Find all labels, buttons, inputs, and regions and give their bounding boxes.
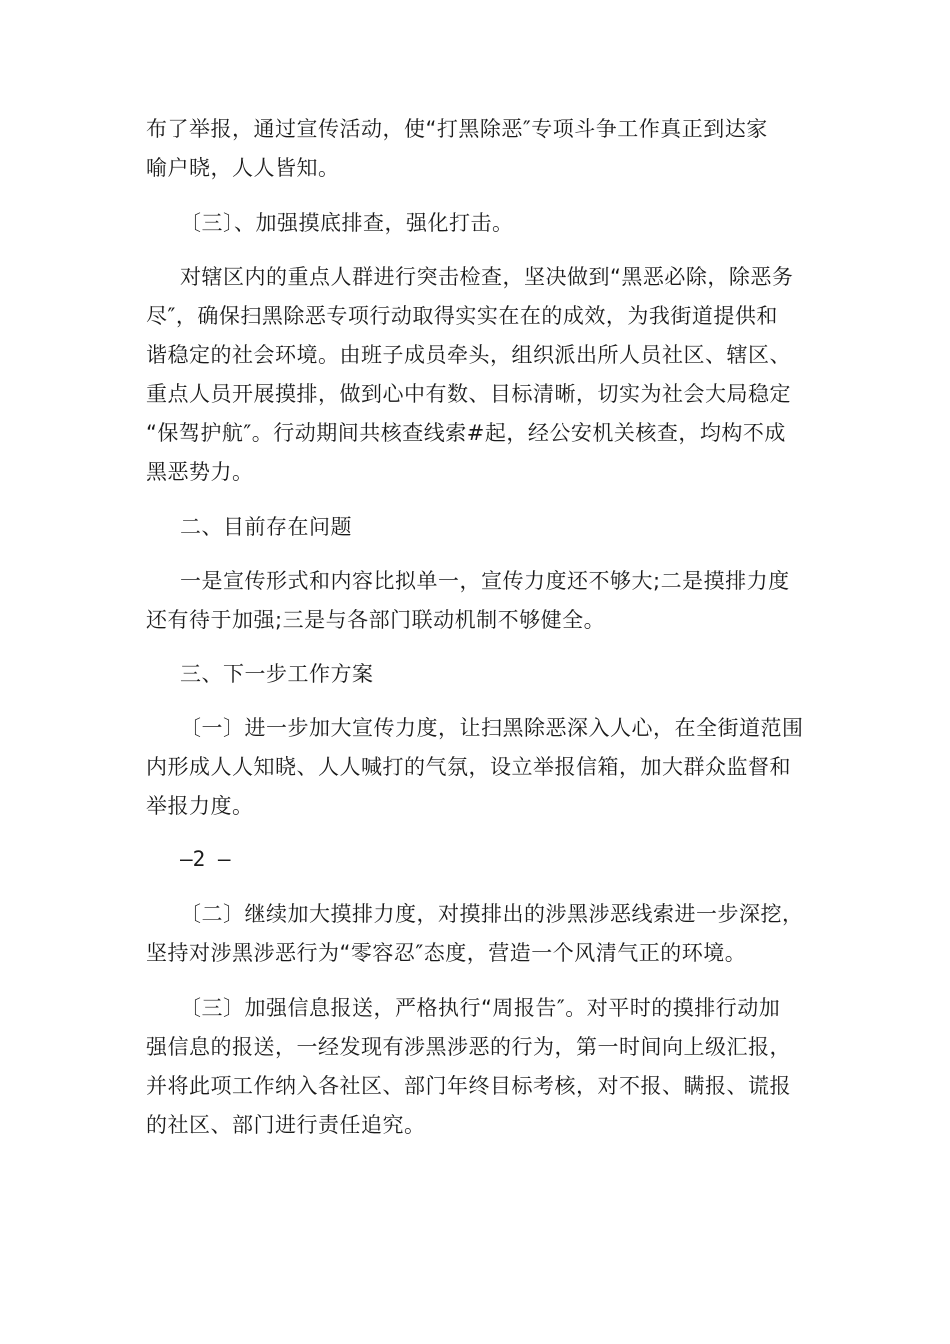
- text-line: 坚持对涉黑涉恶行为“零容忍″态度，营造一个风清气正的环境。: [146, 941, 747, 965]
- text-line: 二、目前存在问题: [180, 515, 352, 539]
- paragraph-inspection: [146, 258, 811, 492]
- text-line: 并将此项工作纳入各社区、部门年终目标考核，对不报、瞒报、谎报: [146, 1074, 791, 1098]
- section-heading-problems: [180, 508, 845, 547]
- text-line: 〔三〕、加强摸底排查，强化打击。: [180, 211, 514, 235]
- text-line: 一是宣传形式和内容比拟单一，宣传力度还不够大;二是摸排力度: [180, 569, 790, 593]
- section-heading-investigation: [180, 204, 845, 243]
- section-heading-next-steps: [180, 655, 845, 694]
- text-line: 喻户晓，人人皆知。: [146, 156, 340, 180]
- text-line: 对辖区内的重点人群进行突击检查，坚决做到“黑恶必除，除恶务: [180, 265, 794, 289]
- paragraph-investigation-intensify: [146, 895, 811, 973]
- text-line: 重点人员开展摸排，做到心中有数、目标清晰，切实为社会大局稳定: [146, 382, 791, 406]
- paragraph-reporting-system: [146, 989, 811, 1145]
- paragraph-problems: [146, 562, 811, 640]
- text-line: 三、下一步工作方案: [180, 662, 374, 686]
- text-line: 谐稳定的社会环境。由班子成员牵头，组织派出所人员社区、辖区、: [146, 343, 791, 367]
- paragraph-reporting-continued: [146, 110, 811, 188]
- text-line: “保驾护航″。行动期间共核查线索#起，经公安机关核查，均构不成: [146, 421, 786, 445]
- page-number: —2 —: [180, 847, 231, 871]
- text-line: 强信息的报送，一经发现有涉黑涉恶的行为，第一时间向上级汇报，: [146, 1035, 791, 1059]
- text-line: 内形成人人知晓、人人喊打的气氛，设立举报信箱，加大群众监督和: [146, 755, 791, 779]
- text-line: 〔三〕加强信息报送，严格执行“周报告″。对平时的摸排行动加: [180, 996, 781, 1020]
- text-line: 还有待于加强;三是与各部门联动机制不够健全。: [146, 608, 606, 632]
- paragraph-publicity: [146, 709, 811, 826]
- text-line: 布了举报，通过宣传活动，使“打黑除恶″专项斗争工作真正到达家: [146, 117, 768, 141]
- text-line: 〔二〕继续加大摸排力度，对摸排出的涉黑涉恶线索进一步深挖，: [180, 902, 804, 926]
- text-line: 尽″，确保扫黑除恶专项行动取得实实在在的成效，为我街道提供和: [146, 304, 778, 328]
- text-line: 〔一〕进一步加大宣传力度，让扫黑除恶深入人心，在全街道范围: [180, 716, 804, 740]
- text-line: 的社区、部门进行责任追究。: [146, 1113, 426, 1137]
- text-line: 黑恶势力。: [146, 460, 254, 484]
- text-line: 举报力度。: [146, 794, 254, 818]
